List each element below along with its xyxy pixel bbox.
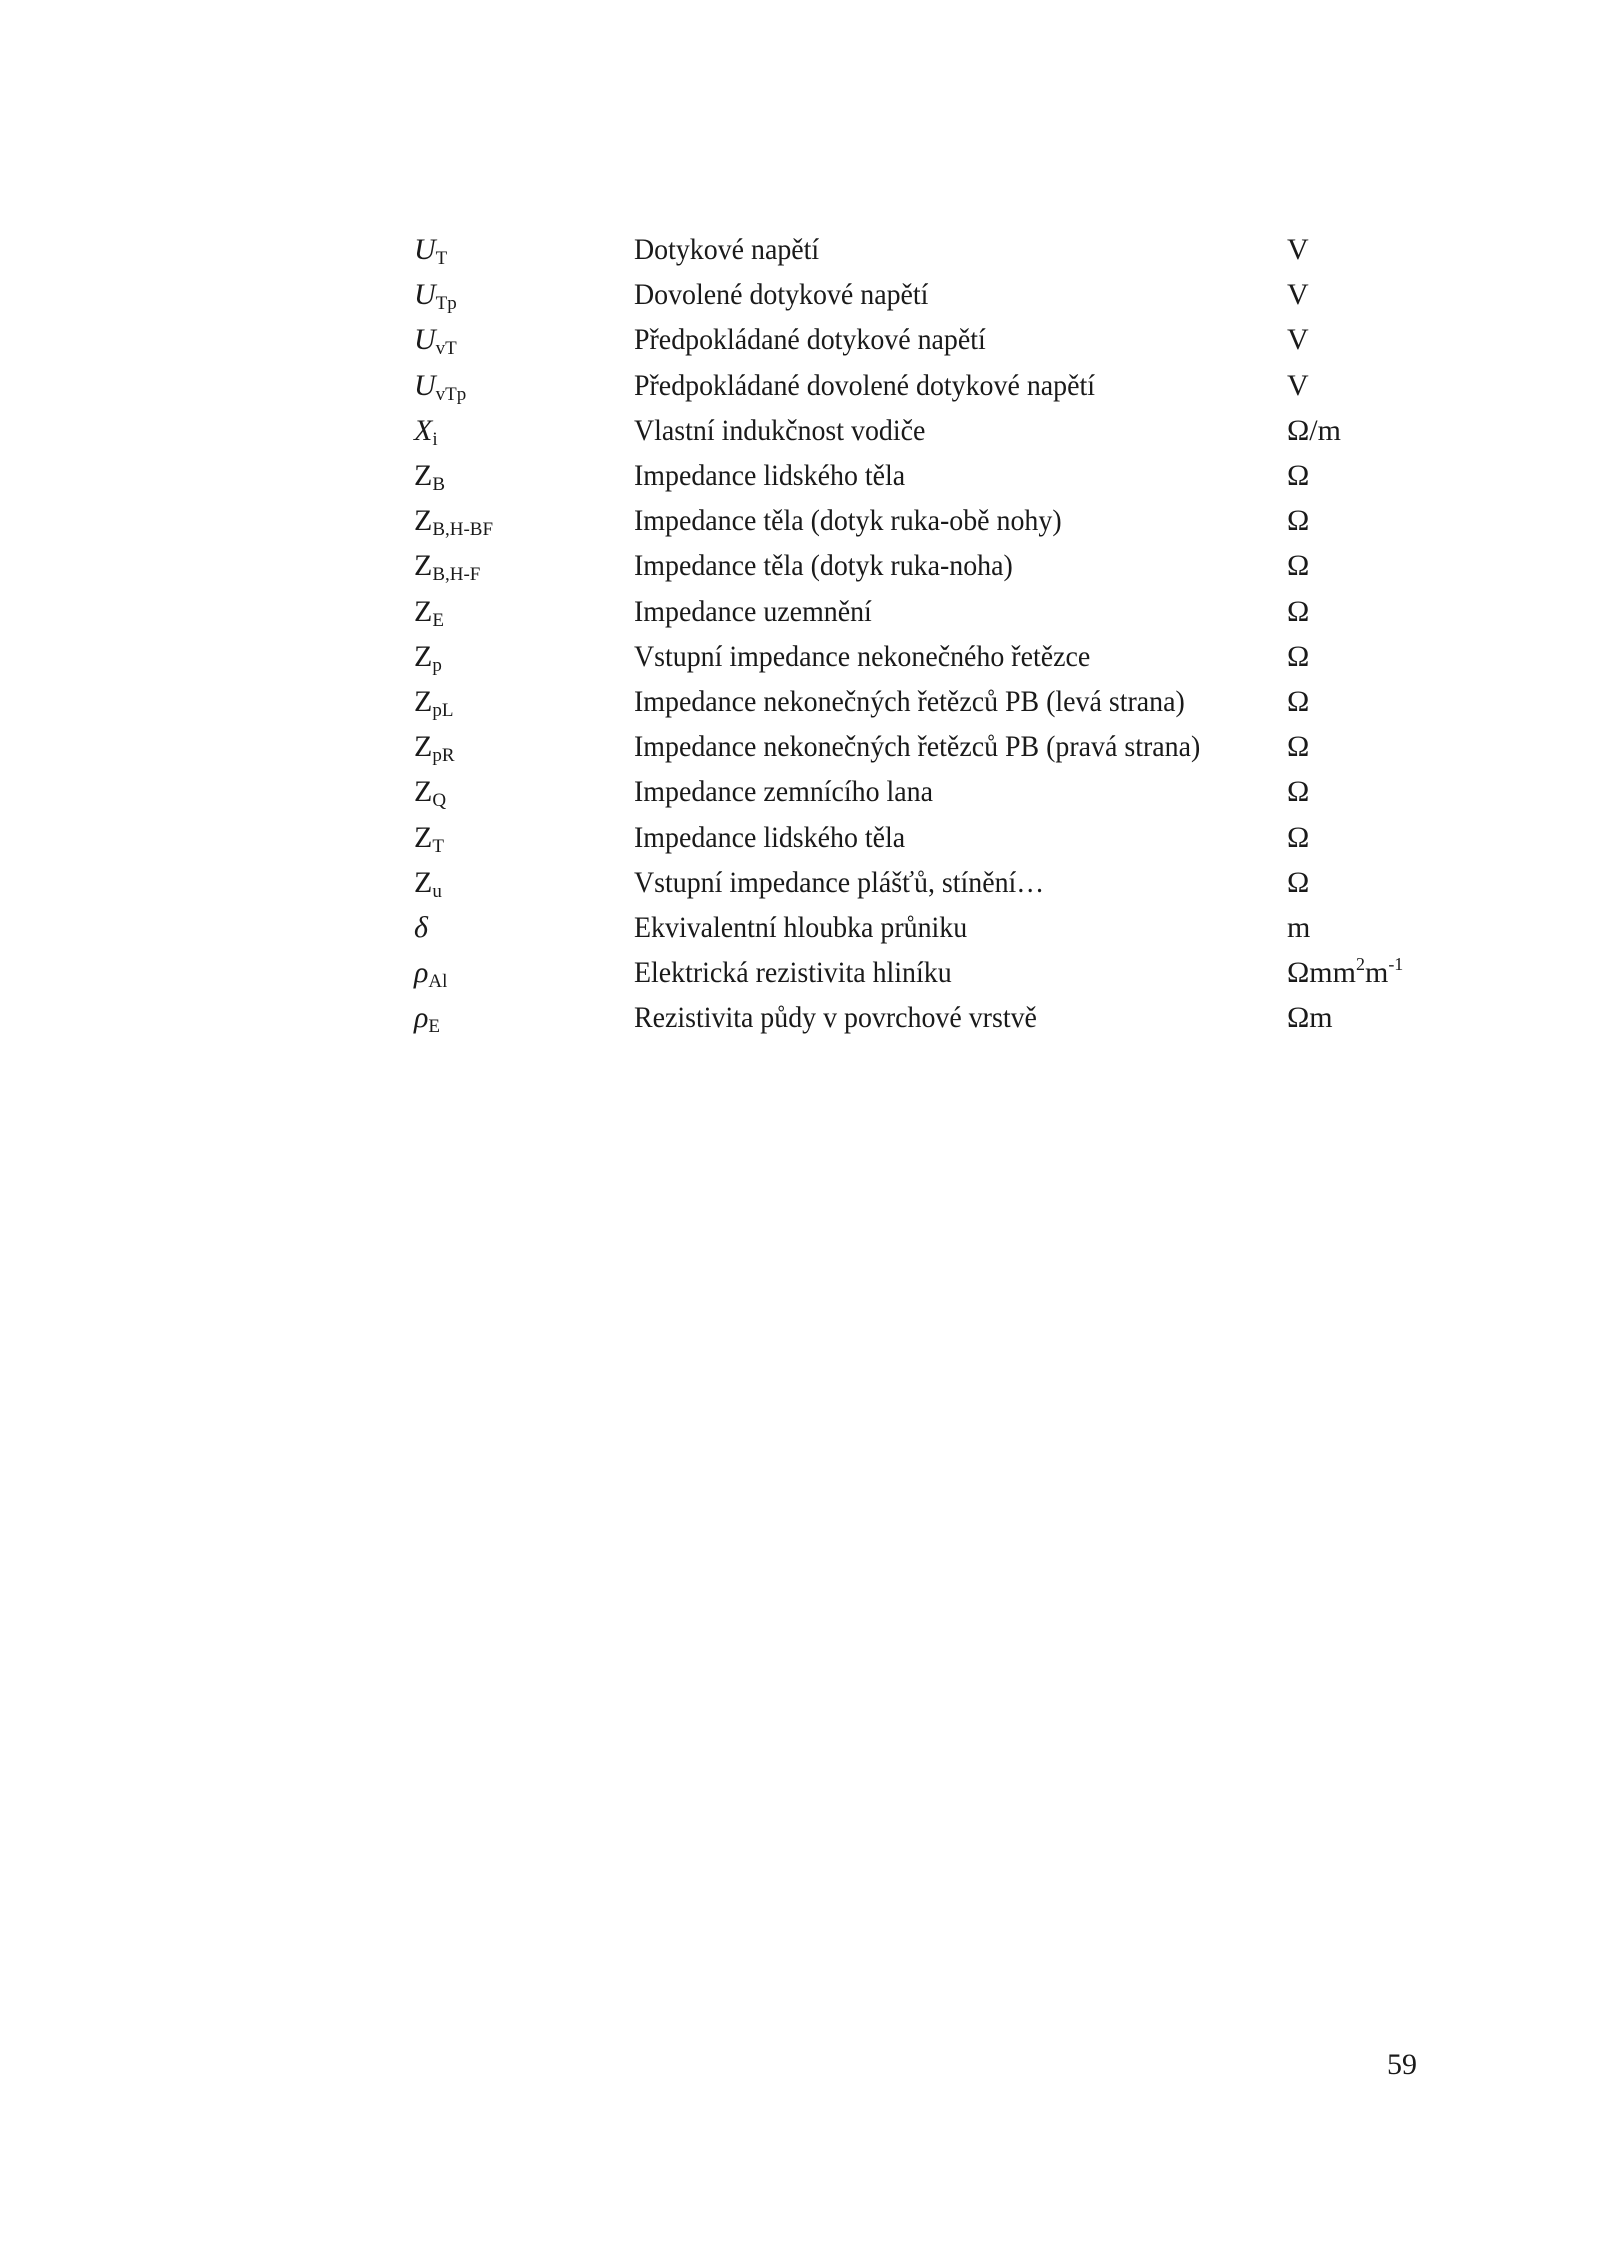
table-row [0,724,1600,769]
table-row [0,950,1600,995]
description: Rezistivita půdy v povrchové vrstvě [634,1001,1037,1035]
symbol: $X_i$ [414,413,438,450]
table-row [0,408,1600,453]
table-row [0,634,1600,679]
description: Vstupní impedance plášťů, stínění… [634,865,1045,899]
table-row [0,860,1600,905]
unit: Ω/m [1287,413,1341,447]
unit: Ω [1287,685,1310,718]
description: Impedance lidského těla [634,459,906,492]
unit: V [1287,233,1309,266]
table-row [0,905,1600,950]
unit: Ω [1287,549,1310,583]
symbol: $Z_B$ [414,459,446,495]
table-row [0,272,1600,317]
unit: $\Omega mm^2m^{-1}$ [1287,954,1404,990]
symbol: $Z_Q$ [414,775,447,812]
table-row [0,543,1600,588]
unit: Ω [1287,639,1310,673]
unit: V [1287,323,1309,357]
description: Vlastní indukčnost vodiče [634,413,926,447]
table-row [0,227,1600,272]
table-row [0,769,1600,814]
description: Ekvivalentní hloubka průniku [634,911,968,944]
table-row [0,679,1600,724]
table-row [0,995,1600,1040]
symbol: $U_{vT}$ [414,323,457,360]
symbol: $Z_E$ [414,594,444,631]
symbol: $U_{vTp}$ [414,368,467,405]
description: Předpokládané dotykové napětí [634,323,986,357]
unit: Ω [1287,775,1310,809]
table-row [0,815,1600,860]
page-number: 59 [1387,2048,1417,2081]
description: Impedance uzemnění [634,594,872,628]
description: Impedance lidského těla [634,820,906,854]
description: Impedance těla (dotyk ruka-noha) [634,549,1013,583]
symbol: $U_T$ [414,233,448,269]
table-row [0,363,1600,408]
symbol: $Z_{B,H-BF}$ [414,504,494,541]
description: Dovolené dotykové napětí [634,278,929,312]
symbol: $Z_u$ [414,865,442,902]
table-row [0,317,1600,362]
unit: Ω [1287,820,1310,854]
unit: m [1287,911,1311,944]
unit: Ω [1287,459,1310,492]
description: Impedance zemnícího lana [634,775,934,809]
symbol: $\rho_E$ [414,1001,441,1038]
description: Předpokládané dovolené dotykové napětí [634,368,1096,402]
unit: Ω [1287,865,1310,899]
unit: Ω [1287,730,1310,764]
description: Impedance těla (dotyk ruka-obě nohy) [634,504,1062,538]
description: Elektrická rezistivita hliníku [634,956,952,990]
unit: V [1287,278,1309,312]
symbol: $\rho_{Al}$ [414,956,448,993]
description: Dotykové napětí [634,233,820,266]
unit: Ω [1287,504,1310,538]
table-row [0,589,1600,634]
table-row [0,453,1600,498]
symbol: δ [414,911,428,944]
unit: Ωm [1287,1001,1333,1035]
description: Vstupní impedance nekonečného řetězce [634,639,1091,673]
symbol: $Z_{B,H-F}$ [414,549,481,586]
unit: V [1287,368,1309,402]
description: Impedance nekonečných řetězců PB (pravá strana) [634,730,1201,764]
symbol: $U_{Tp}$ [414,278,457,315]
symbol: $Z_p$ [414,639,442,676]
table-row [0,498,1600,543]
unit: Ω [1287,594,1310,628]
symbol: $Z_{pR}$ [414,730,455,767]
symbol: $Z_T$ [414,820,444,857]
description: Impedance nekonečných řetězců PB (levá strana) [634,685,1185,718]
symbol: $Z_{pL}$ [414,685,454,721]
